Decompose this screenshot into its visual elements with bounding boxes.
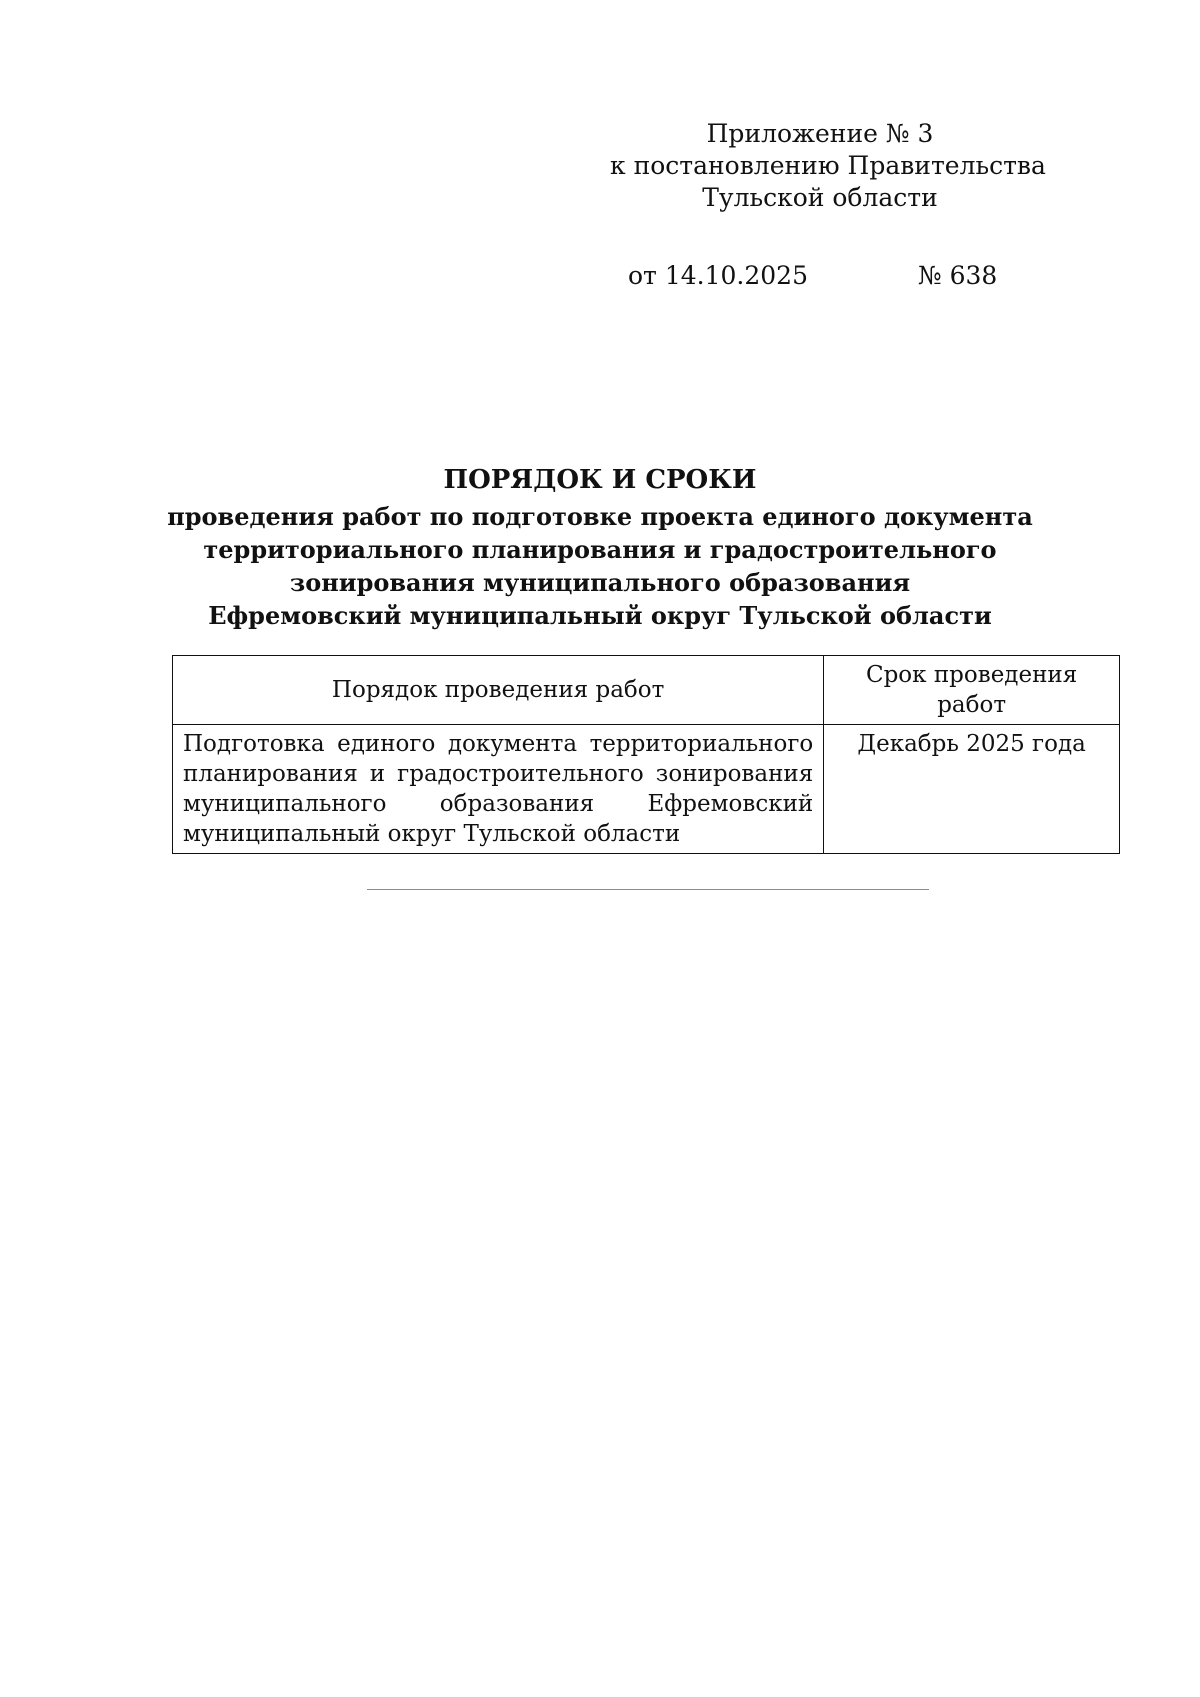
row-term-cell: Декабрь 2025 года (824, 725, 1120, 854)
title-line-4: Ефремовский муниципальный округ Тульской области (208, 601, 992, 630)
appendix-region: Тульской области (702, 183, 938, 212)
appendix-header (610, 118, 1046, 214)
title-main: ПОРЯДОК И СРОКИ (443, 465, 757, 495)
title-line-3: зонирования муниципального образования (289, 568, 911, 597)
table-row (173, 725, 1120, 854)
document-title (160, 462, 1040, 632)
header-term: Срок проведения работ (824, 656, 1120, 725)
title-line-2: территориального планирования и градостроительного (203, 535, 997, 564)
works-schedule-table (172, 655, 1120, 854)
appendix-number: Приложение № 3 (706, 119, 934, 148)
closing-divider (367, 889, 929, 890)
title-line-1: проведения работ по подготовке проекта единого документа (167, 502, 1033, 531)
resolution-number: № 638 (918, 261, 998, 290)
appendix-resolution-ref: к постановлению Правительства (610, 151, 1046, 180)
header-order: Порядок проведения работ (173, 656, 824, 725)
table-header-row (173, 656, 1120, 725)
row-order-cell: Подготовка единого документа территориального планирования и градостроительного зонирования муниципального образования Ефремовский муниципальный округ Тульской области (173, 725, 824, 854)
resolution-date: от 14.10.2025 (628, 261, 808, 290)
